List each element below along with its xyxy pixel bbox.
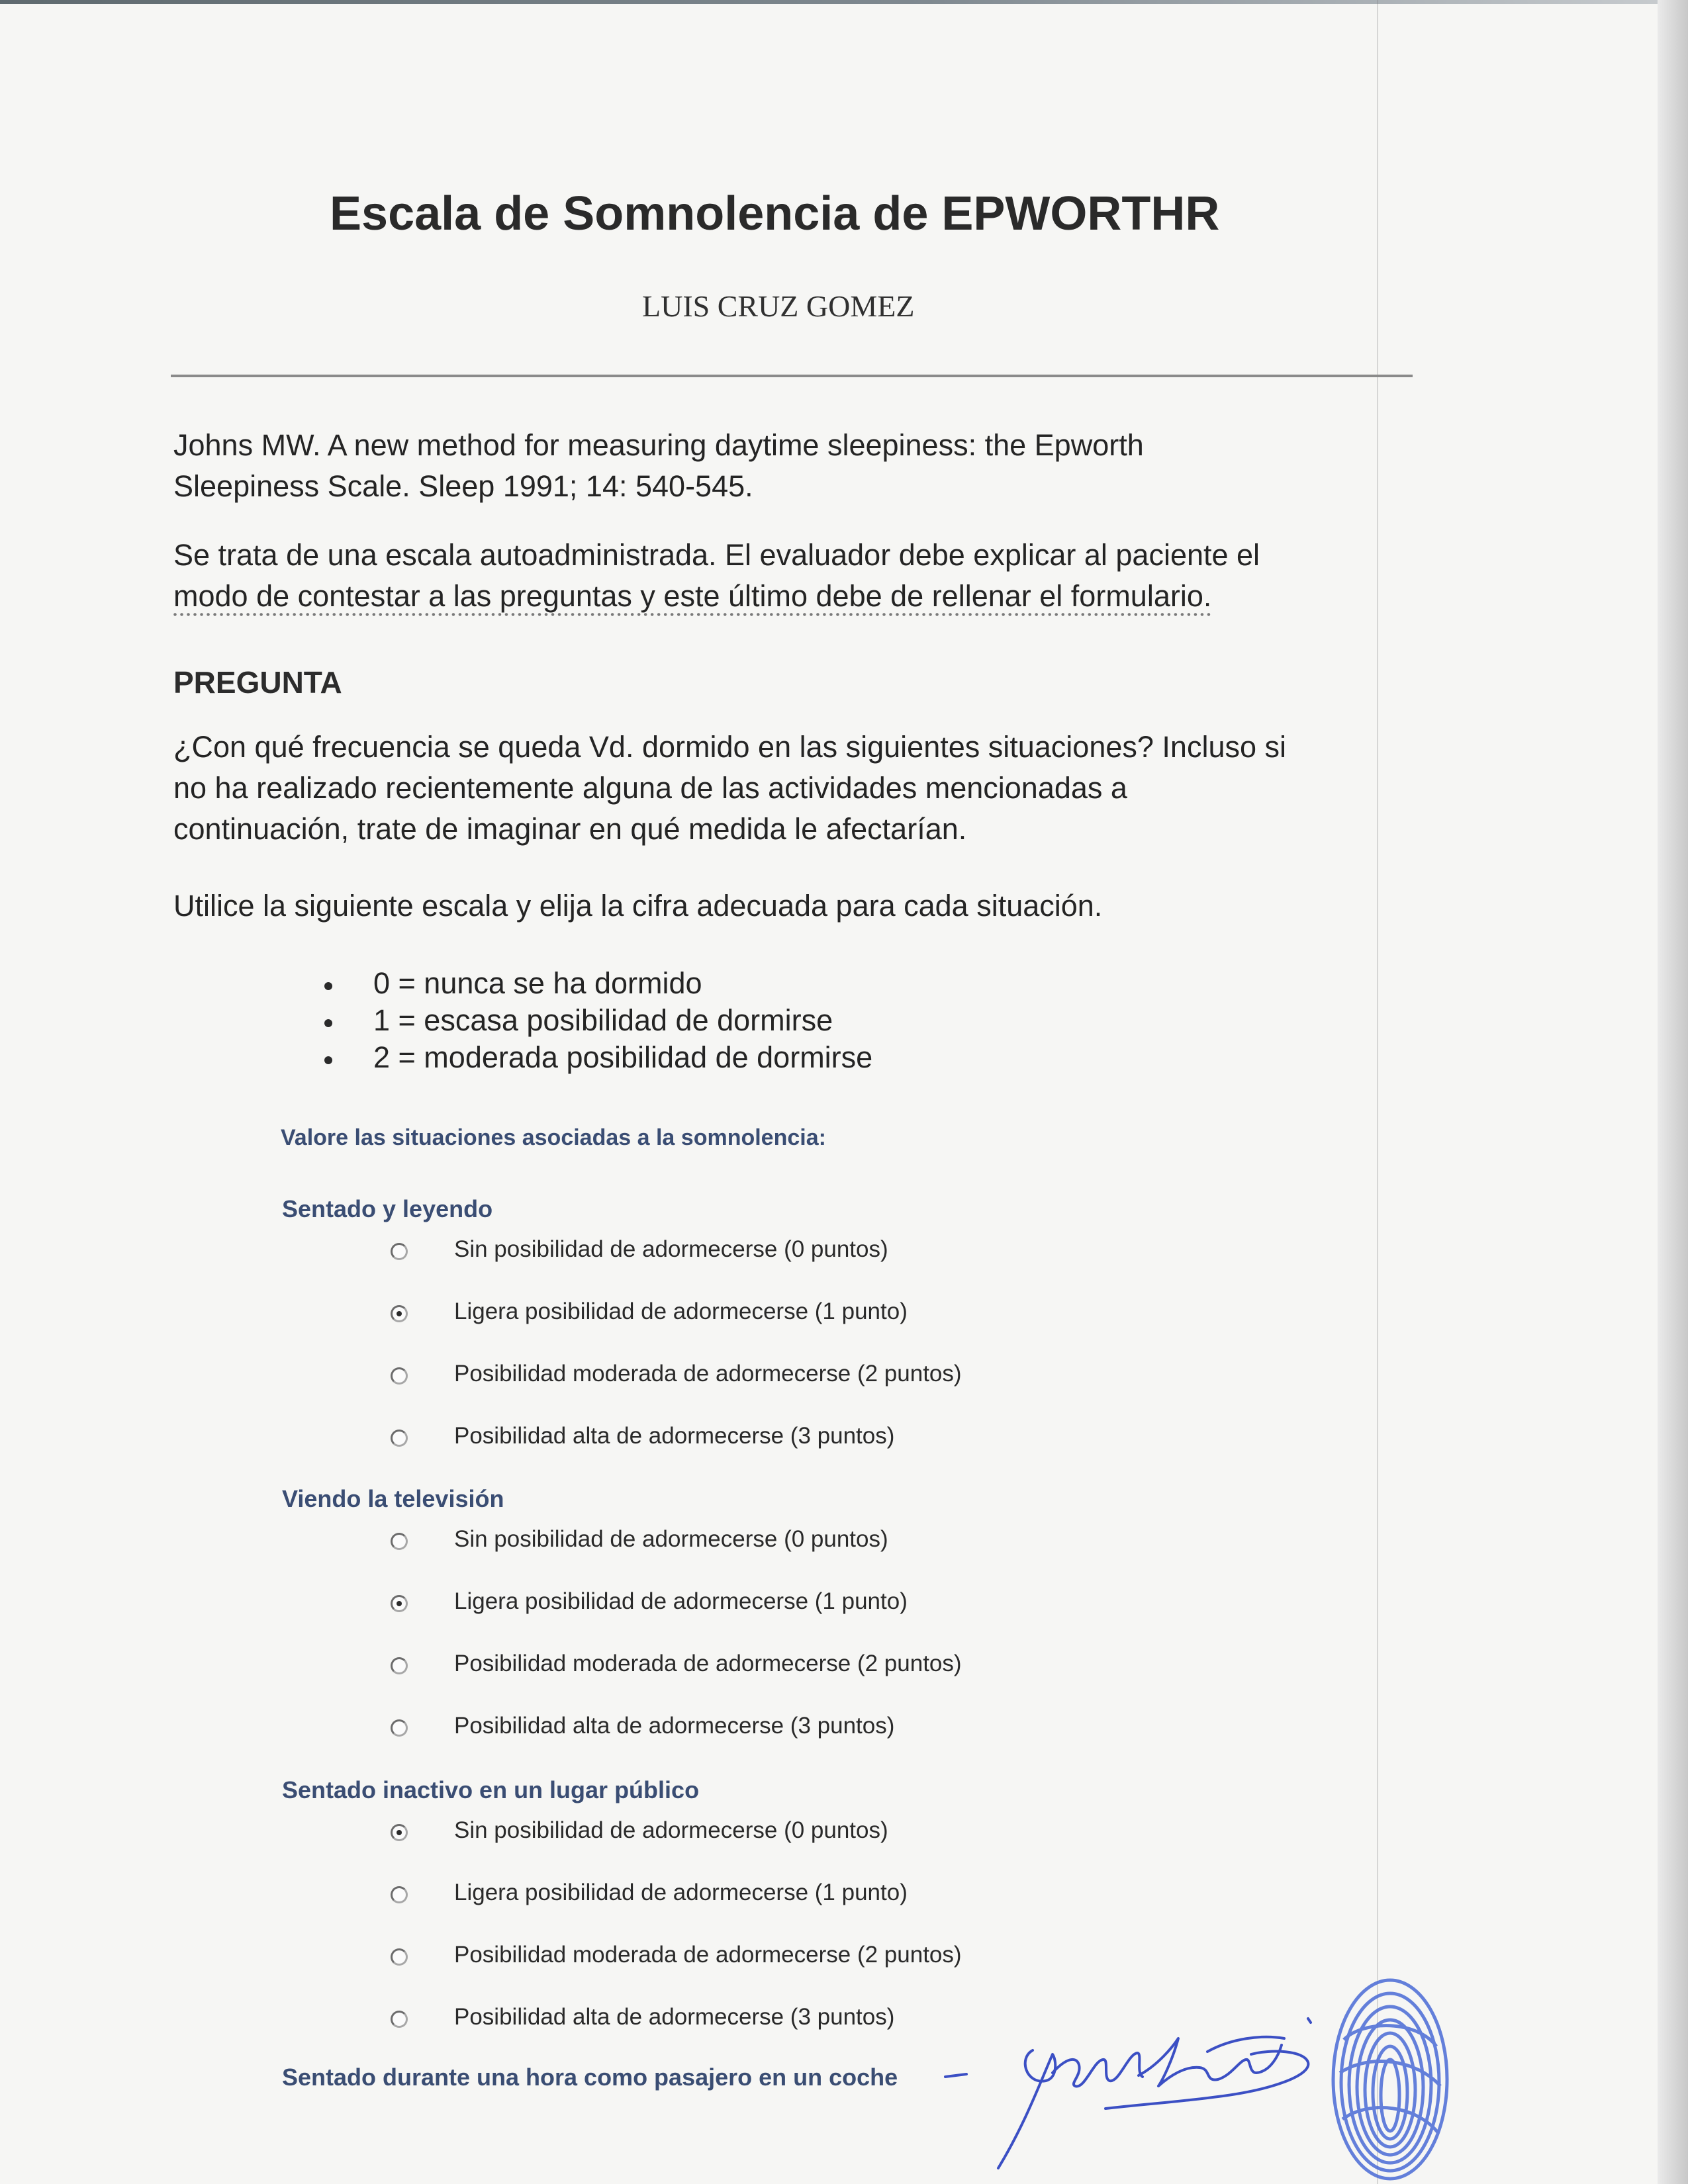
question-group-car-passenger — [282, 2064, 898, 2105]
signature-ink — [945, 2019, 1311, 2168]
question-title: Sentado inactivo en un lugar público — [282, 1776, 700, 1803]
question-title: Sentado y leyendo — [282, 1195, 493, 1222]
answer-option[interactable] — [282, 1361, 962, 1423]
scale-item: 0 = nunca se ha dormido — [318, 965, 872, 1002]
option-label: Sin posibilidad de adormecerse (0 puntos) — [454, 1526, 888, 1552]
question-line: no ha realizado recientemente alguna de las actividades mencionadas a — [173, 771, 1127, 805]
scan-top-edge — [0, 0, 1688, 4]
document-title: Escala de Somnolencia de EPWORTHR — [330, 187, 1220, 240]
question-line: ¿Con qué frecuencia se queda Vd. dormido en las siguientes situaciones? Incluso si — [173, 730, 1286, 764]
scale-instruction: Utilice la siguiente escala y elija la cifra adecuada para cada situación. — [173, 889, 1103, 923]
question-group-television — [282, 1485, 962, 1775]
scale-list — [318, 965, 872, 1076]
scan-right-edge — [1658, 0, 1688, 2184]
header-rule — [171, 375, 1413, 377]
document-author: LUIS CRUZ GOMEZ — [642, 289, 915, 323]
handwritten-signature — [940, 2012, 1337, 2184]
answer-option[interactable] — [282, 1298, 908, 1361]
radio-button[interactable] — [391, 1367, 408, 1385]
option-label: Sin posibilidad de adormecerse (0 puntos) — [454, 1817, 888, 1843]
scale-item: 1 = escasa posibilidad de dormirse — [318, 1002, 872, 1039]
radio-button[interactable] — [391, 1886, 408, 1903]
option-label: Ligera posibilidad de adormecerse (1 punto) — [454, 1588, 908, 1614]
question-paragraph — [173, 727, 1286, 850]
option-label: Ligera posibilidad de adormecerse (1 punto) — [454, 1880, 908, 1905]
radio-button[interactable] — [391, 1719, 408, 1737]
radio-button[interactable] — [391, 1533, 408, 1550]
scale-item: 2 = moderada posibilidad de dormirse — [318, 1039, 872, 1076]
answer-option[interactable] — [282, 1713, 895, 1775]
option-label: Posibilidad alta de adormecerse (3 puntos) — [454, 1423, 895, 1449]
radio-button[interactable] — [391, 1430, 408, 1447]
question-group-public-place — [282, 1776, 962, 2066]
citation-paragraph — [173, 425, 1144, 507]
instructions-line: Se trata de una escala autoadministrada. El evaluador debe explicar al paciente el — [173, 538, 1260, 572]
answer-option[interactable] — [282, 1423, 895, 1485]
option-label: Posibilidad moderada de adormecerse (2 puntos) — [454, 1651, 962, 1676]
option-label: Posibilidad moderada de adormecerse (2 puntos) — [454, 1942, 962, 1968]
answer-option[interactable] — [282, 1942, 962, 2004]
fingerprint-mark — [1324, 1967, 1450, 2184]
instructions-paragraph — [173, 535, 1260, 617]
citation-line: Johns MW. A new method for measuring daytime sleepiness: the Epworth — [173, 428, 1144, 462]
option-label: Ligera posibilidad de adormecerse (1 punto) — [454, 1298, 908, 1324]
question-title: Sentado durante una hora como pasajero en un coche — [282, 2064, 898, 2091]
radio-button[interactable] — [391, 1243, 408, 1260]
instructions-line: modo de contestar a las preguntas y este último debe de rellenar el formulario. — [173, 579, 1212, 613]
option-label: Sin posibilidad de adormecerse (0 puntos) — [454, 1236, 888, 1262]
section-heading-pregunta: PREGUNTA — [173, 665, 342, 700]
answer-option[interactable] — [282, 1817, 888, 1880]
answer-option[interactable] — [282, 1880, 908, 1942]
answer-option[interactable] — [282, 1526, 888, 1588]
answer-option[interactable] — [282, 2004, 895, 2066]
question-group-reading — [282, 1195, 962, 1485]
option-label: Posibilidad alta de adormecerse (3 puntos) — [454, 2004, 895, 2030]
question-line: continuación, trate de imaginar en qué medida le afectarían. — [173, 812, 967, 846]
option-label: Posibilidad alta de adormecerse (3 puntos) — [454, 1713, 895, 1739]
radio-button[interactable] — [391, 1948, 408, 1966]
answer-option[interactable] — [282, 1588, 908, 1651]
paper-fold-line — [1377, 0, 1378, 2184]
radio-button[interactable] — [391, 2011, 408, 2028]
answer-option[interactable] — [282, 1236, 888, 1298]
radio-button[interactable] — [391, 1595, 408, 1612]
radio-button[interactable] — [391, 1824, 408, 1841]
radio-button[interactable] — [391, 1657, 408, 1674]
fingerprint-ink — [1333, 1980, 1447, 2179]
option-label: Posibilidad moderada de adormecerse (2 puntos) — [454, 1361, 962, 1387]
form-intro: Valore las situaciones asociadas a la somnolencia: — [281, 1125, 826, 1150]
radio-button[interactable] — [391, 1305, 408, 1322]
question-title: Viendo la televisión — [282, 1485, 504, 1512]
answer-option[interactable] — [282, 1651, 962, 1713]
citation-line: Sleepiness Scale. Sleep 1991; 14: 540-545. — [173, 469, 753, 503]
